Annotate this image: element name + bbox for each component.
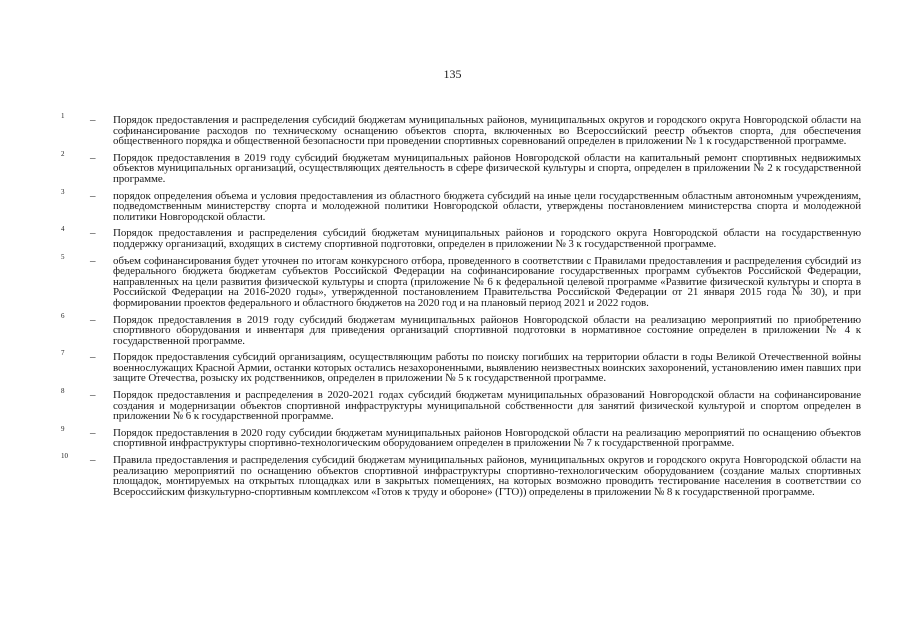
footnote-number: 4 — [61, 225, 65, 234]
footnote-number: 2 — [61, 149, 65, 158]
footnotes-list — [0, 112, 905, 503]
footnote-dash: – — [90, 254, 96, 267]
footnote — [0, 424, 905, 450]
footnote-text: Правила предоставления и распределения субсидий бюджетам муниципальных районов, муниципальных округов и городского округа Новгородской области на реализацию мероприятий по оснащению объектов спортивной инфраструктуры спортивно-технологическим оборудованием (создание малых спортивных площадок, монтируемых на открытых площадках или в закрытых помещениях, на которых возможно проводить тестирование населения в соответствии со Всероссийским физкультурно-спортивным комплексом «Готов к труду и обороне» (ГТО)) определены в приложении № 8 к государственной программе. — [113, 454, 861, 498]
footnote — [0, 252, 905, 309]
footnote — [0, 112, 905, 148]
footnote-number: 6 — [61, 311, 65, 320]
footnote-dash: – — [90, 313, 96, 326]
footnote-dash: – — [90, 454, 96, 467]
footnote-number: 10 — [61, 452, 68, 461]
footnote-number: 9 — [61, 424, 65, 433]
footnote-dash: – — [90, 151, 96, 164]
footnote-dash: – — [90, 114, 96, 126]
footnote-text: Порядок предоставления в 2019 году субсидий бюджетам муниципальных районов Новгородской области на реализацию мероприятий по приобретению спортивного оборудования и инвентаря для приведения организаций спортивной подготовки в нормативное состояние определен в приложении № 4 к государственной программе. — [113, 313, 861, 347]
footnote-dash: – — [90, 351, 96, 364]
footnote-text: Порядок предоставления и распределения субсидий бюджетам муниципальных районов и городского округа Новгородской области на государственную поддержку организаций, входящих в систему спортивной подготовки, определен в приложении № 3 к государственной программе. — [113, 227, 861, 250]
footnote — [0, 452, 905, 498]
footnote-number: 5 — [61, 252, 65, 261]
footnote-number: 1 — [61, 112, 65, 120]
page-number: 135 — [443, 67, 462, 81]
footnote-dash: – — [90, 426, 96, 439]
footnote-number: 8 — [61, 387, 65, 396]
footnote-number: 7 — [61, 349, 65, 358]
footnote-number: 3 — [61, 187, 65, 196]
footnote-text: Порядок предоставления в 2019 году субсидий бюджетам муниципальных районов Новгородской области на капитальный ремонт спортивных недвижимых объектов муниципальных организаций, осуществляющих деятельность в сфере физической культуры и спорта, определен в приложении № 2 к государственной программе. — [113, 151, 861, 185]
footnote-dash: – — [90, 189, 96, 202]
footnote — [0, 149, 905, 185]
footnote-text: Порядок предоставления субсидий организациям, осуществляющим работы по поиску погибших на территории области в годы Великой Отечественной войны военнослужащих Красной Армии, останки которых остались незахороненными, выявлению неизвестных воинских захоронений, установлению имен павших при защите Отечества, розыску их родственников, определен в приложении № 5 к государственной программе. — [113, 351, 861, 385]
footnote — [0, 387, 905, 423]
footnote — [0, 349, 905, 385]
footnote-text: объем софинансирования будет уточнен по итогам конкурсного отбора, проведенного в соответствии с Правилами предоставления и распределения субсидий из федерального бюджета бюджетам субъектов Российской Федерации на софинансирование государственных программ субъектов Российской Федерации, направленных на цели развития физической культуры и спорта (приложение № 6 к федеральной целевой программе «Развитие физической культуры и спорта в Российской Федерации на 2016-2020 годы», утвержденной постановлением Правительства Российской Федерации от 21 января 2015 года № 30), и при формировании проектов федерального и областного бюджетов на 2020 год и на плановый период 2021 и 2022 годов. — [113, 254, 861, 309]
footnote-text: порядок определения объема и условия предоставления из областного бюджета субсидий на иные цели государственным областным автономным учреждениям, подведомственным министерству спорта и молодежной политики Новгородской области, утверждены постановлением министерства спорта и молодежной политики Новгородской области. — [113, 189, 861, 223]
footnote — [0, 187, 905, 223]
footnote — [0, 225, 905, 250]
footnote-text: Порядок предоставления и распределения субсидий бюджетам муниципальных районов, муниципальных округов и городского округа Новгородской области на софинансирование расходов по техническому оснащению объектов спорта, включенных во Всероссийский реестр объектов спорта, для обеспечения общественного порядка и общественной безопасности при проведении спортивных соревнований определен в приложении № 1 к государственной программе. — [113, 114, 861, 148]
footnote-text: Порядок предоставления и распределения в 2020-2021 годах субсидий бюджетам муниципальных образований Новгородской области на софинансирование создания и модернизации объектов спортивной инфраструктуры муниципальной собственности для занятий физической культурой и спортом определен в приложении № 6 к государственной программе. — [113, 389, 861, 423]
footnote-dash: – — [90, 227, 96, 240]
footnote-dash: – — [90, 389, 96, 402]
footnote — [0, 311, 905, 347]
footnote-text: Порядок предоставления в 2020 году субсидии бюджетам муниципальных районов Новгородской области на реализацию мероприятий по оснащению объектов спортивной инфраструктуры спортивно-технологическим оборудованием определен в приложении № 7 к государственной программе. — [113, 426, 861, 450]
